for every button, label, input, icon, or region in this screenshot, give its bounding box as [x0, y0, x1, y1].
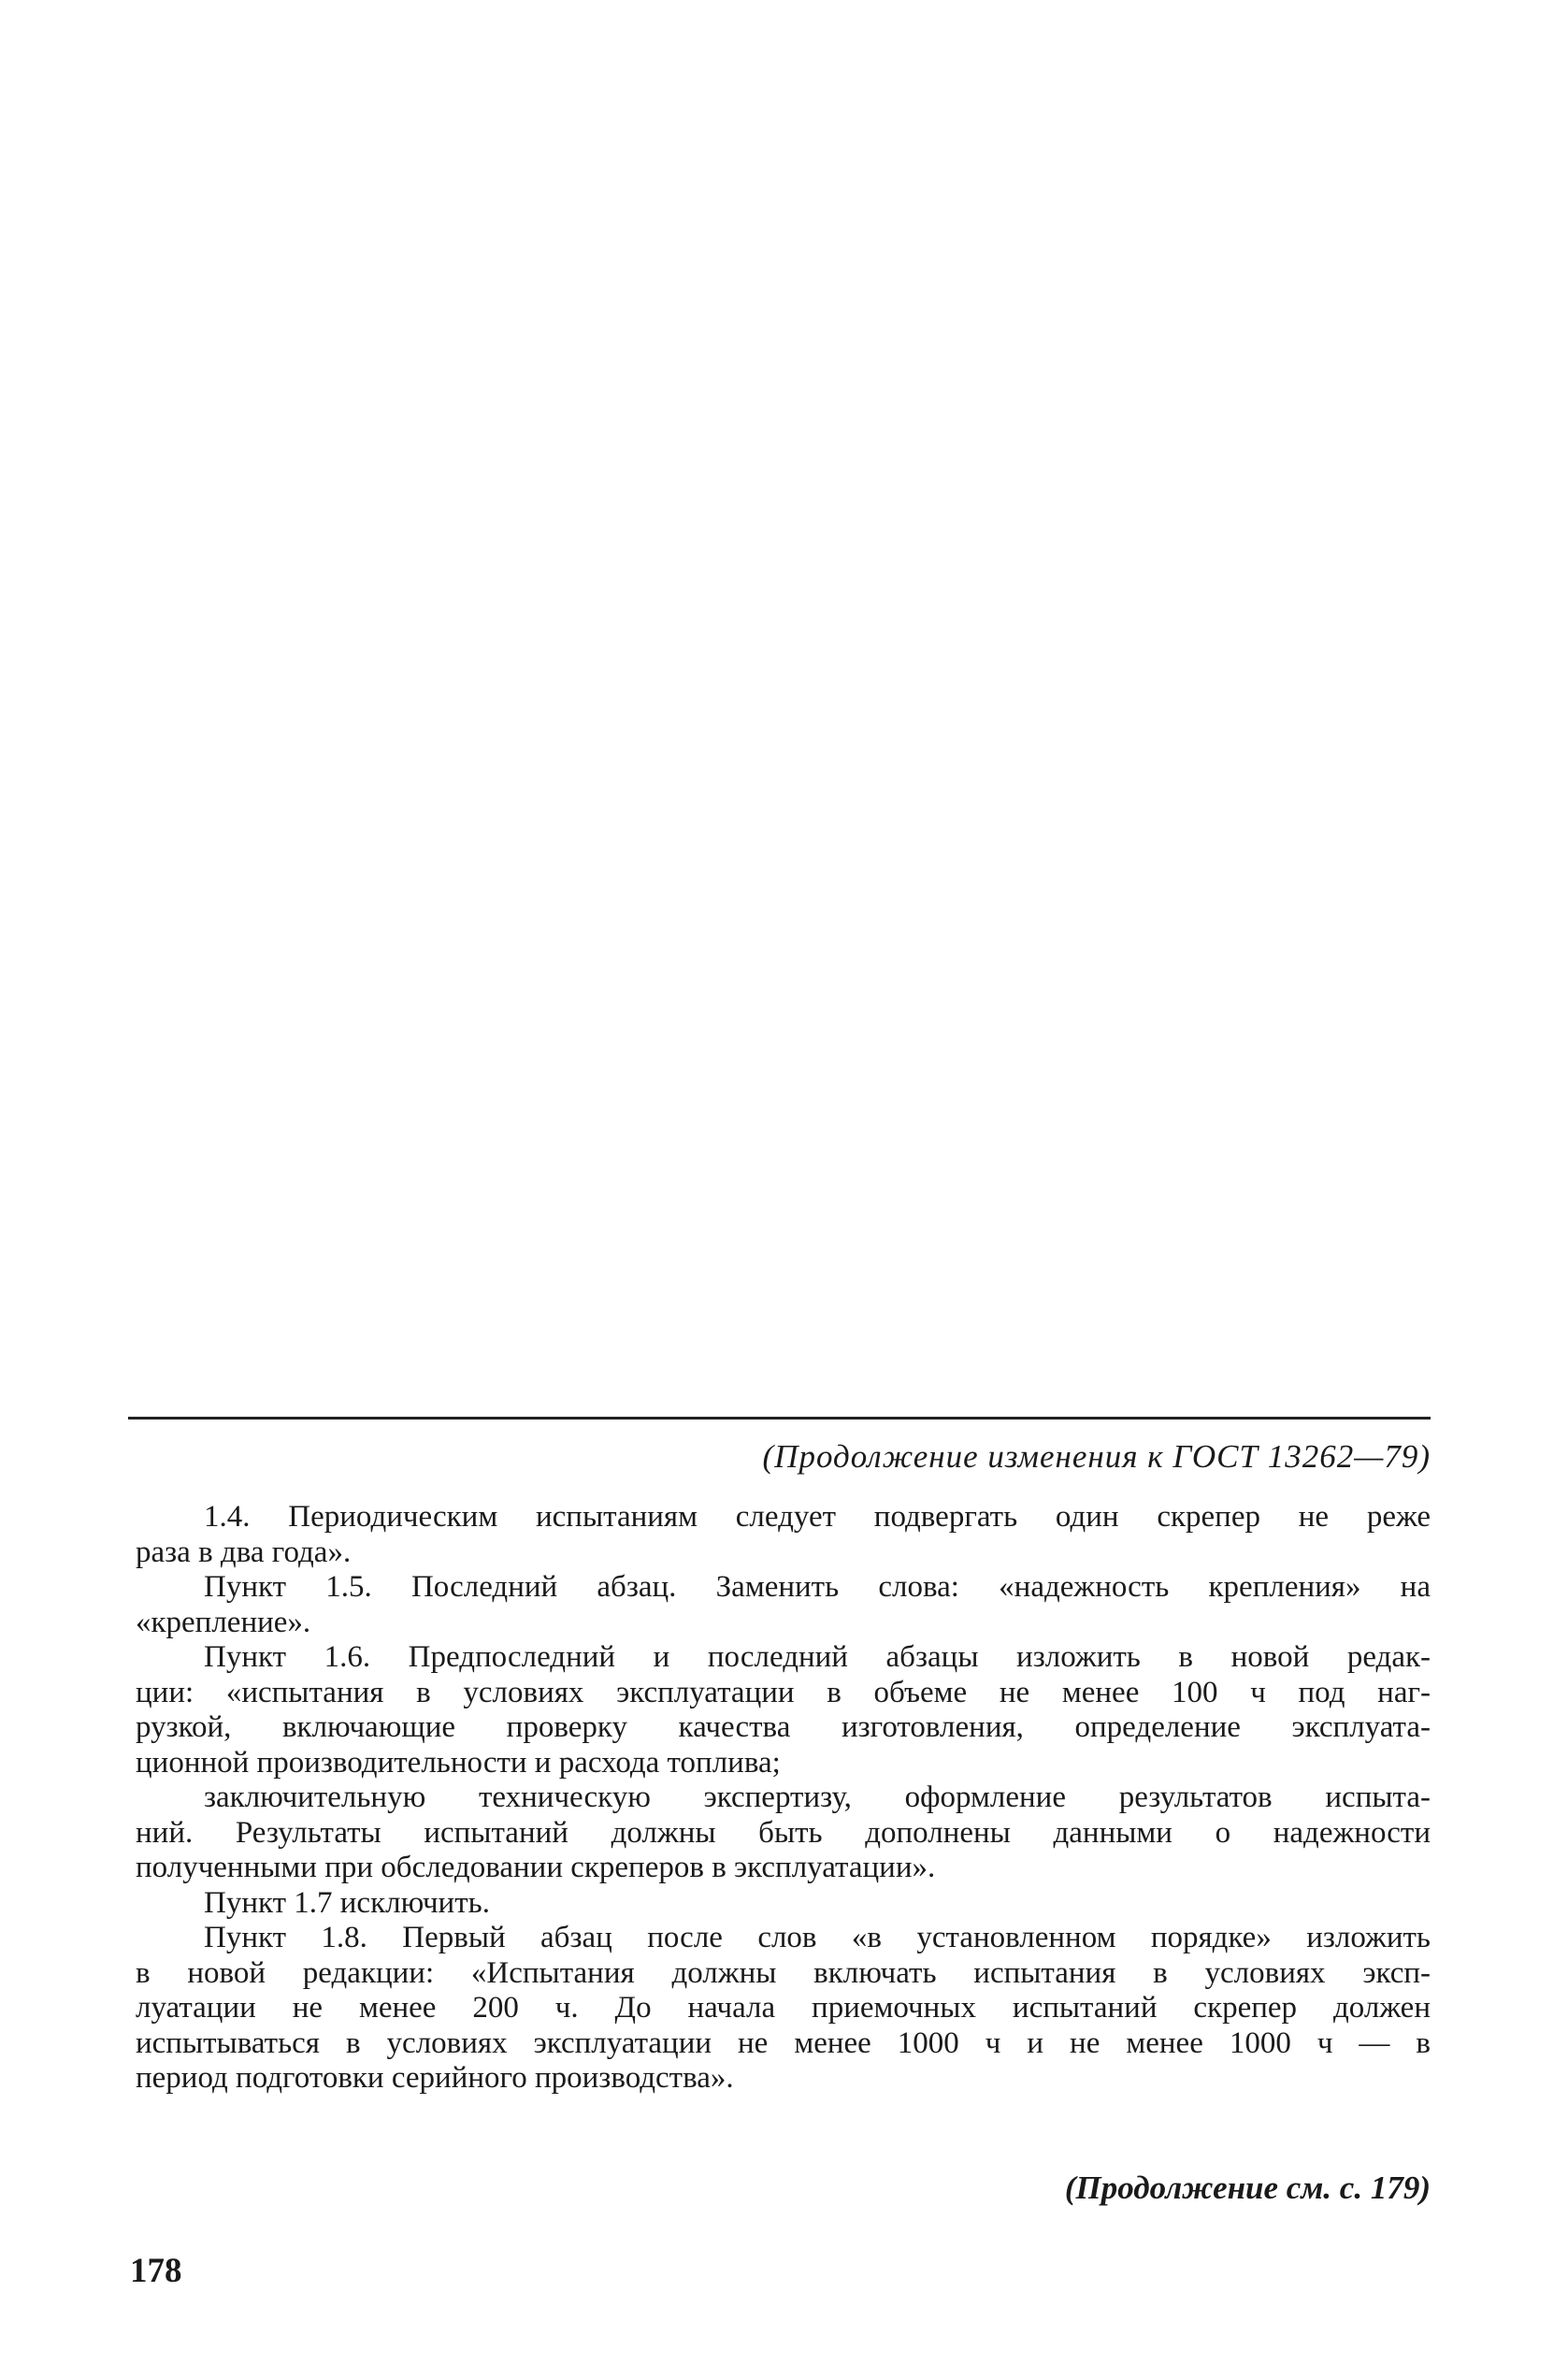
page-number: 178 [130, 2252, 182, 2290]
text-line: рузкой, включающие проверку качества изготовления, определение эксплуата- [136, 1710, 1431, 1744]
section-divider [128, 1417, 1431, 1420]
text-line: в новой редакции: «Испытания должны включать испытания в условиях эксп- [136, 1955, 1431, 1990]
text-line: испытываться в условиях эксплуатации не менее 1000 ч и не менее 1000 ч — в [136, 2025, 1431, 2060]
text-line: Пункт 1.7 исключить. [204, 1885, 490, 1920]
text-line: Пункт 1.8. Первый абзац после слов «в установленном порядке» изложить [204, 1921, 1431, 1954]
continued-note: (Продолжение см. с. 179) [1064, 2169, 1431, 2206]
text-line: ции: «испытания в условиях эксплуатации в объеме не менее 100 ч под наг- [136, 1675, 1431, 1709]
text-line: ний. Результаты испытаний должны быть дополнены данными о надежности [136, 1815, 1431, 1850]
continuation-header: (Продолжение изменения к ГОСТ 13262—79) [762, 1438, 1431, 1475]
text-line: заключительную техническую экспертизу, оформление результатов испыта- [204, 1780, 1431, 1814]
text-line: «крепление». [136, 1605, 311, 1639]
amendment-body [136, 1500, 1431, 2097]
text-line: полученными при обследовании скреперов в эксплуатации». [136, 1851, 936, 1884]
text-line: Пункт 1.6. Предпоследний и последний абзацы изложить в новой редак- [204, 1640, 1431, 1674]
text-line: раза в два года». [136, 1535, 352, 1569]
text-line: период подготовки серийного производства». [136, 2061, 734, 2095]
text-line: ционной производительности и расхода топлива; [136, 1745, 781, 1780]
text-line: 1.4. Периодическим испытаниям следует подвергать один скрепер не реже [204, 1500, 1431, 1534]
text-line: луатации не менее 200 ч. До начала приемочных испытаний скрепер должен [136, 1991, 1431, 2025]
text-line: Пункт 1.5. Последний абзац. Заменить слова: «надежность крепления» на [204, 1570, 1431, 1604]
